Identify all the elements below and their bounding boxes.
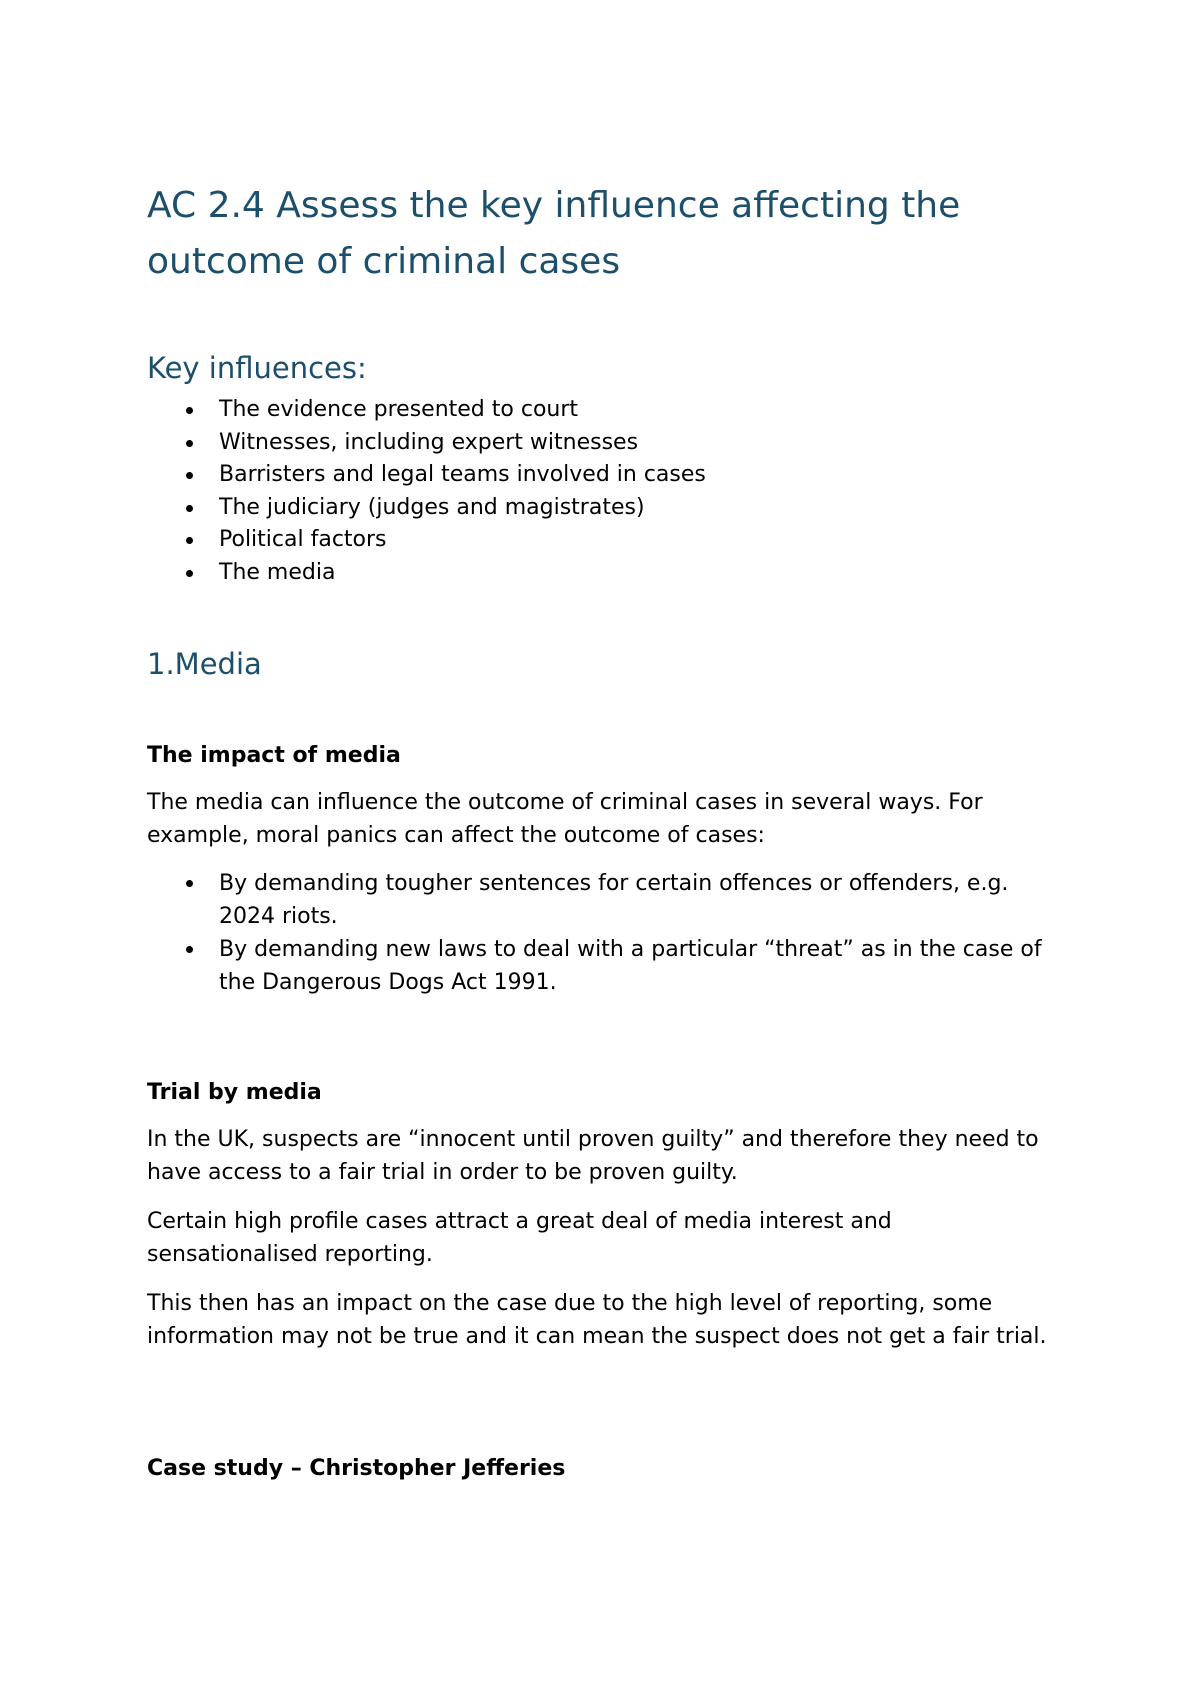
list-item: The evidence presented to court	[219, 394, 1067, 427]
list-item: The media	[219, 557, 1067, 590]
key-influences-heading: Key influences:	[147, 351, 367, 385]
document-page	[147, 178, 1067, 1485]
list-item: Witnesses, including expert witnesses	[219, 427, 1067, 460]
list-item: Political factors	[219, 524, 1067, 557]
trial-paragraph: In the UK, suspects are “innocent until proven guilty” and therefore they need to have access to a fair trial in order to be proven guilty.	[147, 1126, 1039, 1185]
trial-paragraph: Certain high profile cases attract a great deal of media interest and sensationalised reporting.	[147, 1208, 892, 1267]
page-title: AC 2.4 Assess the key influence affecting the outcome of criminal cases	[147, 185, 961, 282]
trial-paragraph: This then has an impact on the case due to the high level of reporting, some information may not be true and it can mean the suspect does not get a fair trial.	[147, 1290, 1047, 1349]
section-media-heading: 1.Media	[147, 646, 262, 681]
case-study-heading: Case study – Christopher Jefferies	[147, 1455, 566, 1481]
list-item: Barristers and legal teams involved in cases	[219, 459, 1067, 492]
list-item: By demanding tougher sentences for certain offences or offenders, e.g. 2024 riots.	[219, 867, 1067, 933]
impact-list	[147, 867, 1067, 999]
key-influences-list	[147, 394, 1067, 590]
list-item: By demanding new laws to deal with a particular “threat” as in the case of the Dangerous Dogs Act 1991.	[219, 933, 1067, 999]
list-item: The judiciary (judges and magistrates)	[219, 492, 1067, 525]
trial-by-media-heading: Trial by media	[147, 1079, 322, 1105]
impact-of-media-heading: The impact of media	[147, 742, 401, 768]
impact-intro-paragraph: The media can influence the outcome of criminal cases in several ways. For example, moral panics can affect the outcome of cases:	[147, 789, 983, 848]
